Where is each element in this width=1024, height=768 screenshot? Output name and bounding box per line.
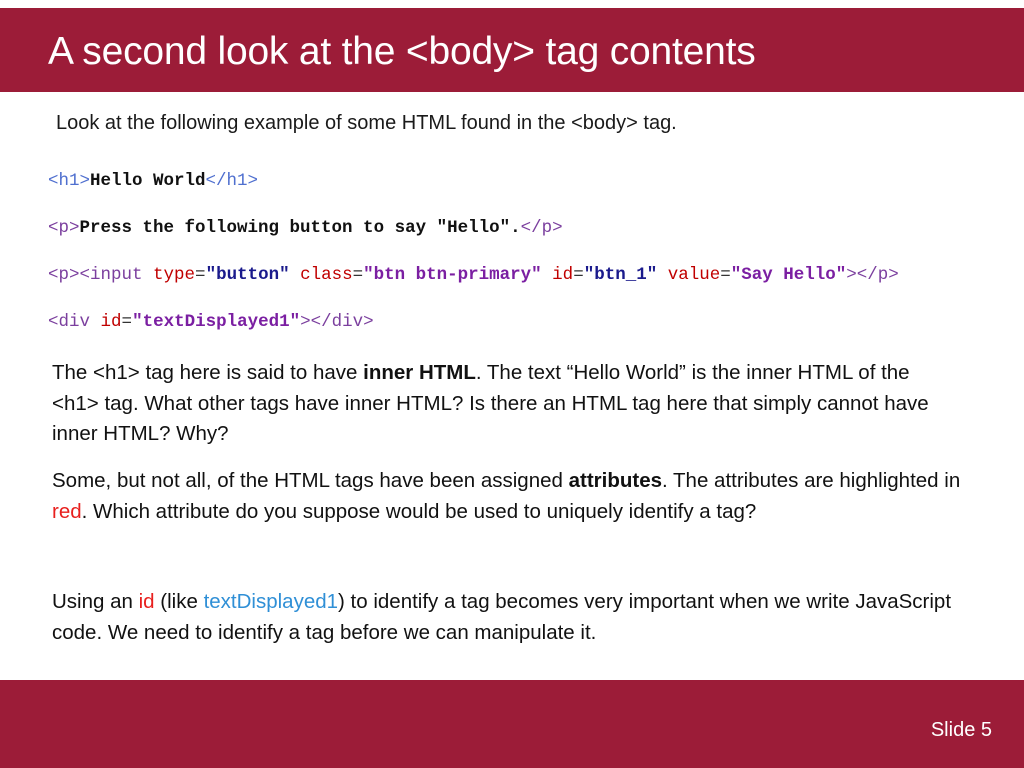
- code-tag-close: </p>: [520, 218, 563, 238]
- code-tag-close: ></p>: [846, 265, 899, 285]
- emphasis-attributes: attributes: [568, 469, 663, 492]
- paragraph-attributes: [52, 466, 962, 527]
- paragraph-text: . Which attribute do you suppose would be used to uniquely identify a tag?: [81, 499, 757, 523]
- paragraph-text: ) to identify a tag becomes very important when we write JavaScript code. We need to identify a tag before we can manipulate it.: [52, 590, 952, 644]
- paragraph-text: . The text “Hello World” is the inner HTML of the <h1> tag. What other tags have inner HTML? Is there an HTML tag here that simply cannot have inner HTML? Why?: [52, 361, 929, 445]
- code-tag-open: <p><input: [48, 265, 143, 285]
- paragraph-text: . The attributes are highlighted in: [662, 469, 961, 492]
- code-value-id: "textDisplayed1": [132, 312, 301, 332]
- paragraph-text: Some, but not all, of the HTML tags have been assigned: [52, 469, 569, 492]
- code-line-input: <p><input type="button" class="btn btn-primary" id="btn_1" value="Say Hello"></p>: [48, 265, 899, 285]
- code-line-div: <div id="textDisplayed1"></div>: [48, 312, 374, 332]
- paragraph-inner-html: [52, 358, 962, 450]
- paragraph-text: Using an: [52, 590, 139, 613]
- code-tag-open: <h1>: [48, 171, 91, 191]
- code-tag-close: </h1>: [205, 171, 259, 191]
- highlight-id-value: textDisplayed1: [203, 590, 339, 613]
- highlight-red: red: [52, 499, 82, 523]
- paragraph-id-usage: [52, 587, 962, 648]
- code-value-id: "btn_1": [583, 265, 658, 285]
- code-text: Hello World: [90, 171, 206, 191]
- slide-number: Slide 5: [930, 719, 992, 741]
- code-tag-open: <p>: [48, 218, 80, 238]
- code-sample: [48, 158, 899, 346]
- code-value-type: "button": [205, 265, 290, 285]
- paragraph-text: (like: [154, 590, 204, 613]
- code-line-h1: [48, 158, 899, 205]
- code-text: Press the following button to say "Hello".: [79, 218, 521, 238]
- page-title: A second look at the <body> tag contents: [48, 30, 756, 73]
- code-attr-id: id: [100, 312, 122, 332]
- code-attr-class: class: [300, 265, 353, 285]
- highlight-id: id: [138, 590, 155, 613]
- code-value-value: "Say Hello": [730, 265, 847, 285]
- emphasis-inner-html: inner HTML: [363, 361, 476, 384]
- code-tag-open: <div: [48, 312, 91, 332]
- footer-bar: [0, 680, 1024, 768]
- code-attr-value: value: [667, 265, 721, 285]
- paragraph-text: The <h1> tag here is said to have: [52, 361, 364, 384]
- code-attr-type: type: [153, 265, 196, 285]
- code-value-class: "btn btn-primary": [363, 265, 542, 285]
- code-line-p-text: [48, 205, 899, 252]
- code-attr-id: id: [552, 265, 574, 285]
- title-bar: [0, 8, 1024, 92]
- intro-text: Look at the following example of some HTML found in the <body> tag.: [56, 112, 677, 134]
- code-tag-close: ></div>: [300, 312, 374, 332]
